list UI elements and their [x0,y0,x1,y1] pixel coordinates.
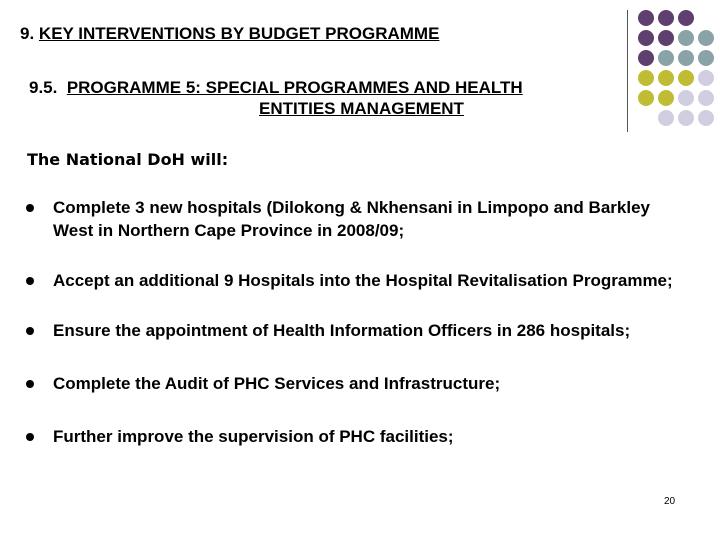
decor-dot [658,90,674,106]
decor-dot [638,10,654,26]
decor-dot [698,90,714,106]
decor-dot [638,70,654,86]
decor-dot [658,10,674,26]
decor-dot [678,30,694,46]
heading-number: 9. [20,24,35,43]
subheading-title-line2: ENTITIES MANAGEMENT [259,99,464,118]
decor-dot [678,10,694,26]
bullet-list [22,196,692,448]
bullet-icon [26,204,34,212]
decor-dot [698,110,714,126]
list-item-text: Complete 3 new hospitals (Dilokong & Nkhensani in Limpopo and Barkley West in Northern Cape Province in 2008/09; [53,198,650,240]
bullet-icon [26,277,34,285]
decor-dot [678,70,694,86]
decor-dot [638,30,654,46]
decor-dot [698,30,714,46]
decor-dot [658,110,674,126]
heading-title: KEY INTERVENTIONS BY BUDGET PROGRAMME [38,24,440,43]
page-number: 20 [664,496,676,507]
list-item-text: Complete the Audit of PHC Services and Infrastructure; [53,374,501,393]
list-item-text: Further improve the supervision of PHC facilities; [53,427,454,446]
decor-dot [658,70,674,86]
list-item [22,372,692,395]
bullet-icon [26,380,34,388]
decor-dot [698,50,714,66]
decor-dot [698,70,714,86]
decor-dot [678,50,694,66]
decorative-dot-grid [0,0,720,140]
list-item [22,425,692,448]
bullet-icon [26,433,34,441]
list-item-text: Ensure the appointment of Health Information Officers in 286 hospitals; [53,321,631,340]
list-item [22,269,692,292]
decor-dot [658,50,674,66]
decor-dot [638,50,654,66]
list-item-text: Accept an additional 9 Hospitals into the Hospital Revitalisation Programme; [53,271,673,290]
decor-dot [678,110,694,126]
bullet-icon [26,327,34,335]
subheading-number: 9.5. [29,78,58,97]
decor-dot [678,90,694,106]
intro-text: The National DoH will: [27,150,229,169]
subheading-title-line1: PROGRAMME 5: SPECIAL PROGRAMMES AND HEALTH [66,78,523,97]
list-item [22,319,692,342]
decor-dot [638,90,654,106]
list-item [22,196,692,242]
decor-dot [658,30,674,46]
